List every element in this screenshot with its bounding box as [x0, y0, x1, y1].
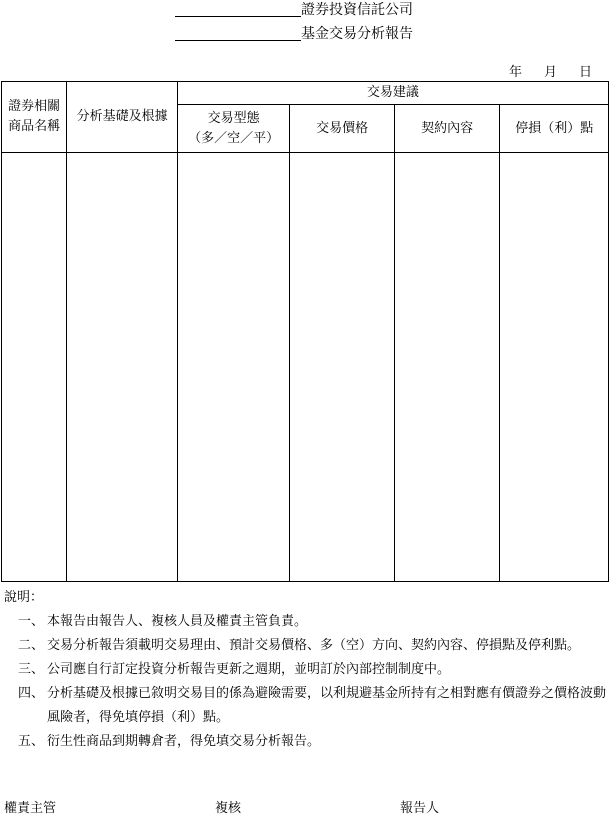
note-item	[4, 682, 608, 730]
cell-basis	[67, 153, 178, 582]
date-row	[509, 61, 592, 80]
notes-section	[4, 586, 608, 754]
day-label: 日	[579, 65, 593, 80]
cell-contract	[394, 153, 500, 582]
header-trade-type	[177, 105, 290, 153]
cell-trade-price	[290, 153, 395, 582]
note-text: 本報告由報告人、複核人員及權責主管負責。	[47, 614, 308, 629]
company-suffix: 證券投資信託公司	[301, 2, 413, 18]
note-number: 五、	[18, 734, 45, 749]
header-basis: 分析基礎及根據	[67, 82, 178, 153]
cell-stop-point	[500, 153, 609, 582]
fund-name-blank	[175, 24, 301, 41]
note-item	[4, 610, 608, 634]
header-stop-point: 停損（利）點	[500, 105, 609, 153]
notes-heading: 說明：	[4, 590, 44, 605]
cell-product	[2, 153, 67, 582]
year-label: 年	[509, 65, 523, 80]
header-trade-suggestion: 交易建議	[177, 82, 608, 105]
cell-trade-type	[177, 153, 290, 582]
report-title-text: 基金交易分析報告	[301, 26, 413, 42]
note-item	[4, 658, 608, 682]
note-text: 公司應自行訂定投資分析報告更新之週期，並明訂於內部控制制度中。	[47, 662, 451, 677]
note-text: 交易分析報告須載明交易理由、預計交易價格、多（空）方向、契約內容、停損點及停利點。	[47, 638, 581, 653]
signature-reporter: 報告人	[400, 801, 440, 816]
note-number: 二、	[18, 638, 45, 653]
note-number: 一、	[18, 614, 45, 629]
note-number: 三、	[18, 662, 45, 677]
header-trade-type-sub: （多／空／平）	[188, 130, 280, 146]
signature-reviewer: 複核	[215, 801, 242, 816]
header-trade-type-label: 交易型態	[207, 110, 260, 126]
note-text: 衍生性商品到期轉倉者，得免填交易分析報告。	[47, 734, 321, 749]
note-item	[4, 730, 608, 754]
company-name-blank	[175, 0, 301, 17]
month-label: 月	[544, 65, 558, 80]
header-trade-price: 交易價格	[290, 105, 395, 153]
header-product: 證券相關商品名稱	[2, 82, 67, 153]
company-title	[175, 0, 413, 20]
note-number: 四、	[18, 686, 45, 701]
note-text: 分析基礎及根據已敘明交易目的係為避險需要，以利規避基金所持有之相對應有價證券之價格波動風險者，得免填停損（利）點。	[47, 686, 607, 725]
signature-manager: 權責主管	[4, 801, 57, 816]
header-contract: 契約內容	[394, 105, 500, 153]
analysis-table	[1, 81, 609, 582]
note-item	[4, 634, 608, 658]
report-title	[175, 24, 413, 44]
